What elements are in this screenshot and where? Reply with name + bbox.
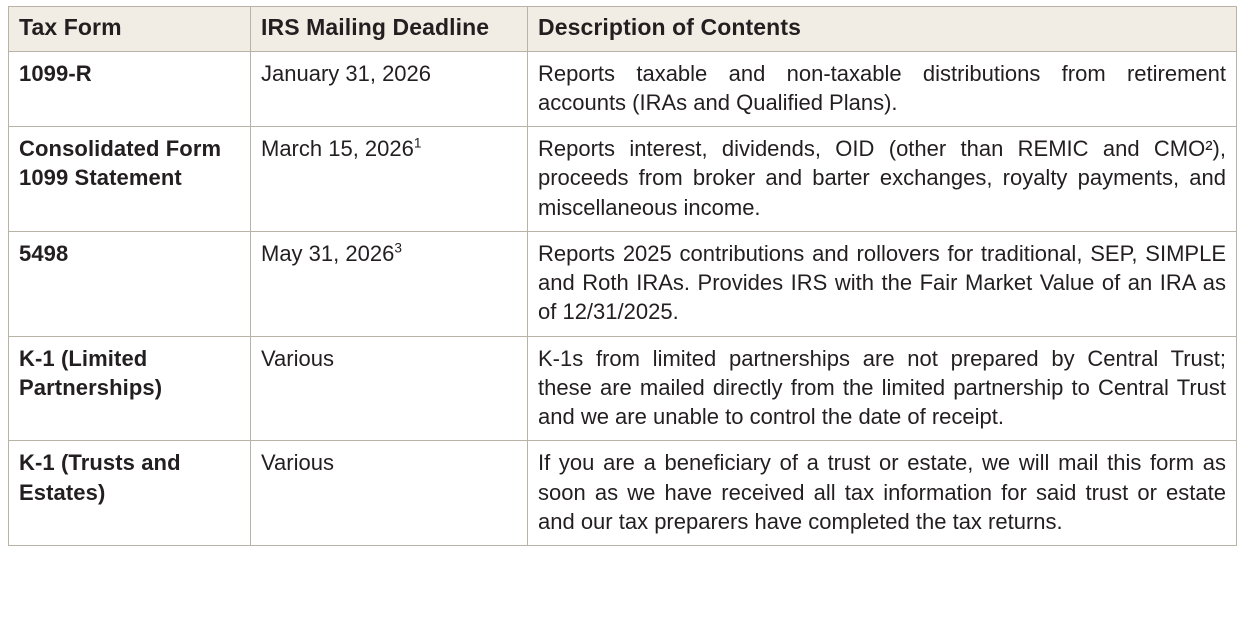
table-row: [9, 441, 1237, 546]
column-header-irs-mailing-deadline: IRS Mailing Deadline: [251, 7, 528, 52]
deadline-text: May 31, 2026: [261, 240, 395, 266]
document-page: [0, 6, 1241, 644]
deadline-footnote-marker: 1: [413, 135, 422, 151]
cell-deadline: [251, 231, 528, 336]
tax-deadlines-table: [8, 6, 1237, 546]
cell-description: Reports interest, dividends, OID (other than REMIC and CMO²), proceeds from broker and barter exchanges, royalty payments, and miscellaneous income.: [528, 127, 1237, 232]
deadline-text: March 15, 2026: [261, 136, 414, 162]
table-row: [9, 336, 1237, 441]
cell-description: Reports taxable and non-taxable distributions from retirement accounts (IRAs and Qualified Plans).: [528, 51, 1237, 127]
deadline-text: January 31, 2026: [261, 60, 432, 86]
table-row: [9, 231, 1237, 336]
deadline-text: Various: [261, 450, 334, 476]
deadline-text: Various: [261, 345, 334, 371]
column-header-tax-form: Tax Form: [9, 7, 251, 52]
cell-tax-form: 1099-R: [9, 51, 251, 127]
cell-description: K-1s from limited partnerships are not prepared by Central Trust; these are mailed directly from the limited partnership to Central Trust and we are unable to control the date of receipt.: [528, 336, 1237, 441]
cell-description: Reports 2025 contributions and rollovers for traditional, SEP, SIMPLE and Roth IRAs. Provides IRS with the Fair Market Value of an IRA as of 12/31/2025.: [528, 231, 1237, 336]
cell-tax-form: K-1 (Limited Partnerships): [9, 336, 251, 441]
cell-deadline: [251, 127, 528, 232]
cell-deadline: [251, 336, 528, 441]
column-header-description-of-contents: Description of Contents: [528, 7, 1237, 52]
table-body: [9, 51, 1237, 546]
table-row: [9, 127, 1237, 232]
table-row: [9, 51, 1237, 127]
cell-deadline: [251, 51, 528, 127]
table-header-row: [9, 7, 1237, 52]
cell-description: If you are a beneficiary of a trust or estate, we will mail this form as soon as we have received all tax information for said trust or estate and our tax preparers have completed the tax returns.: [528, 441, 1237, 546]
cell-tax-form: Consolidated Form 1099 Statement: [9, 127, 251, 232]
deadline-footnote-marker: 3: [394, 240, 402, 256]
table-header: [9, 7, 1237, 52]
cell-tax-form: K-1 (Trusts and Estates): [9, 441, 251, 546]
cell-tax-form: 5498: [9, 231, 251, 336]
cell-deadline: [251, 441, 528, 546]
